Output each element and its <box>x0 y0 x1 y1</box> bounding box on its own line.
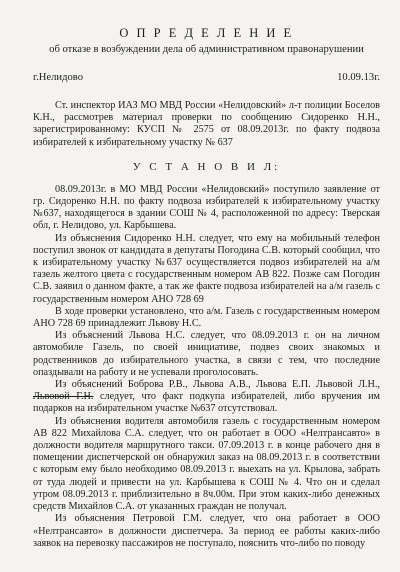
place-date-line <box>33 72 380 84</box>
date: 10.09.13г. <box>337 72 380 83</box>
paragraph-5-start: Из объяснений Боброва Р.В., Львова А.В., Львова Е.П. Львовой Л.Н., <box>55 379 380 391</box>
paragraph-2: Из объяснения Сидоренко Н.Н. следует, что ему на мобильный телефон поступил звонок от кандидата в депутаты Погодина С.В. который сообщил, что к избирательному участку №637 осуществляется подвоз избирателей на а/м газель желтого цвета с государственным номером АВ 822. Позже сам Погодин С.В. заявил о данном факте, а так же факте подвоза избирателей на а/м газель с государственным номером АНО 728 69 <box>33 232 380 305</box>
document-title: О П Р Е Д Е Л Е Н И Е <box>119 26 294 40</box>
intro-paragraph: Ст. инспектор ИАЗ МО МВД России «Нелидовский» л-т полиции Боселов К.Н., рассмотрев материал проверки по сообщению Сидоренко Н.Н., зарегистрированному: КУСП № 2575 от 08.09.2013г. по факту подвоза избирателей к избирательному участку № 637 <box>33 100 380 148</box>
paragraph-5 <box>33 379 380 416</box>
struck-text: Львовой Г.Н. <box>33 391 94 403</box>
paragraph-3: В ходе проверки установлено, что а/м. Газель с государственным номером АНО 728 69 принадлежит Львову Н.С. <box>33 305 380 330</box>
paragraph-5-end: следует, что факт подкупа избирателей, либо вручения им подарков на избирательном участке №637 отсутствовал. <box>33 391 380 415</box>
place: г.Нелидово <box>33 72 84 83</box>
paragraph-6: Из объяснения водителя автомобиля газель с государственным номером АВ 822 Михайлова С.А. следует, что он работает в ООО «Нелтрансавто» в должности водителя маршрутного такси. 07.09.2013 г. в конце рабочего дня в помещении диспетчерской он обнаружил заказ на 08.09.2013 г. в соответствии с которым ему было необходимо 08.09.2013 г. выехать на ул. Крылова, забрать от туда людей и привести на ул. Карбышева к СОШ № 4. Что он и сделал утром 08.09.2013 г. приблизительно в 8ч.00м. При этом каких-либо денежных средств Михайлов С.А. от указанных граждан не получал. <box>33 415 380 513</box>
paragraph-7: Из объяснения Петровой Г.М. следует, что она работает в ООО «Нелтрансавто» в должности диспетчера. За период ее работы каких-либо заявок на перевозку пассажиров не поступало, пояснить что-либо по поводу <box>33 513 380 549</box>
document-subtitle: об отказе в возбуждении дела об административном правонарушении <box>49 44 364 55</box>
paragraph-4: Из объяснений Львова Н.С. следует, что 08.09.2013 г. он на личном автомобиле Газель, по своей инициативе, подвез своих знакомых и родственников до избирательного участка, в связи с тем, что последние опаздывали на работу и не успевали проголосовать. <box>33 330 380 378</box>
section-heading: У С Т А Н О В И Л: <box>132 160 281 173</box>
paragraph-1: 08.09.2013г. в МО МВД России «Нелидовский» поступило заявление от гр. Сидоренко Н.Н. по факту подвоза избирателей к избирательному участку №637, находящегося в здании СОШ № 4, расположенной по адресу: Тверская обл, г. Нелидово, ул. Карбышева. <box>33 183 380 232</box>
